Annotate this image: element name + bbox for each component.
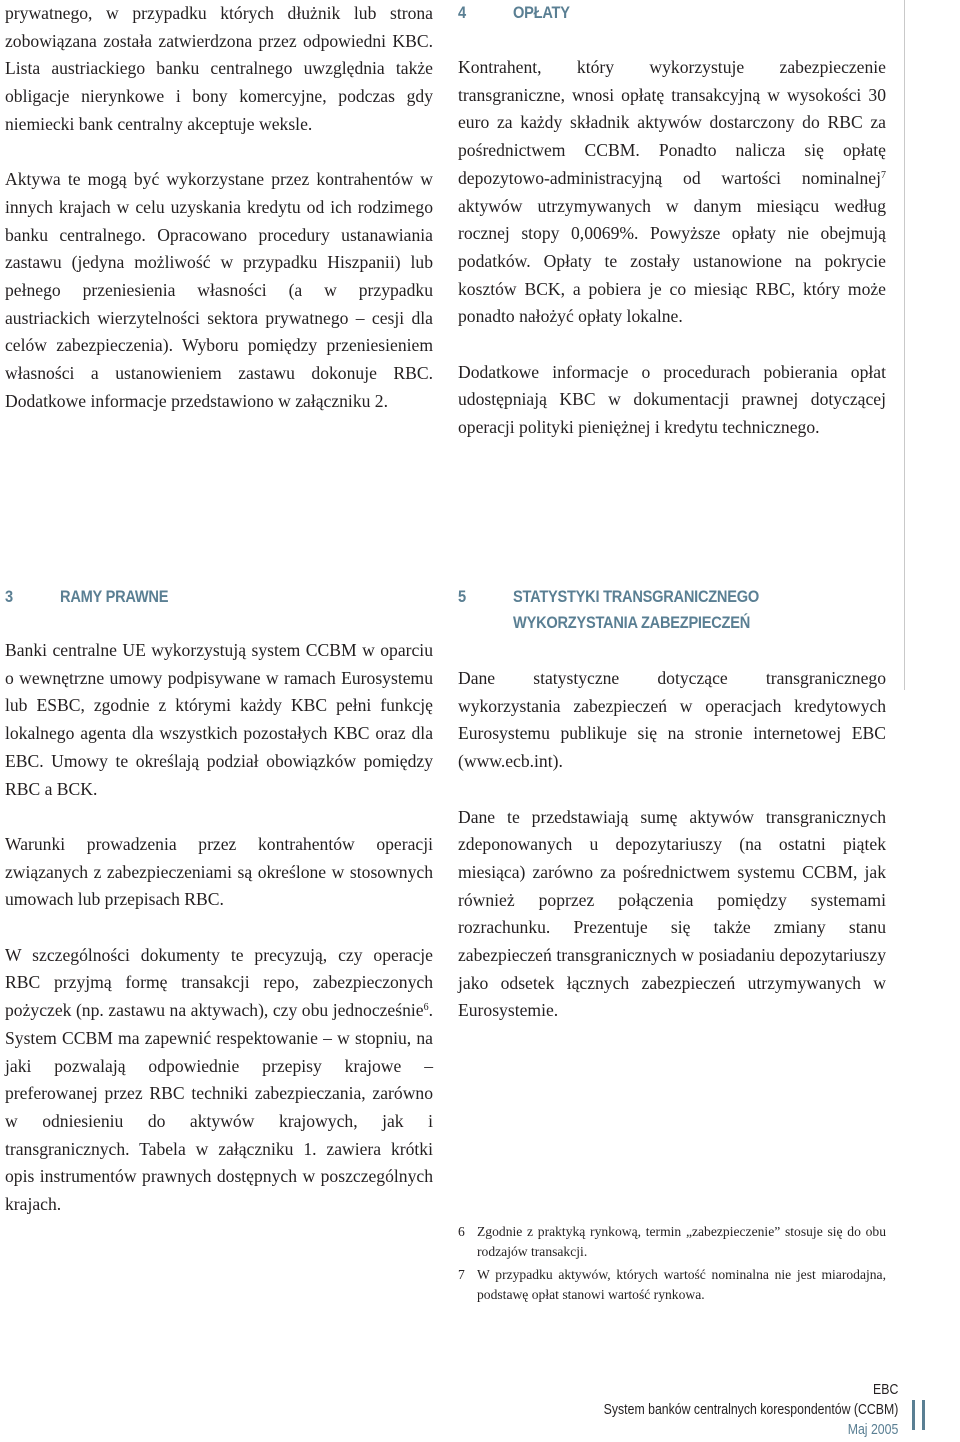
footnote-ref: 7 xyxy=(881,169,886,181)
paragraph: Kontrahent, który wykorzystuje zabezpieczenie transgraniczne, wnosi opłatę transakcyjną w wysokości 30 euro za każdy składnik aktywów dostarczony do RBC za pośrednictwem CCBM. Ponadto nalicza się opłatę depozytowo-administracyjną od wartości nominalnej$^7$ aktywów utrzymywanych w danym miesiącu według rocznej stopy 0,0069%. Powyższe opłaty nie obejmują podatków. Opłaty te zostały ustanowione na pokrycie kosztów BCK, a pobiera je co miesiąc RBC, który może ponadto nałożyć opłaty lokalne. xyxy=(458,57,886,327)
section-4-body xyxy=(458,54,886,442)
section-title: STATYSTYKI TRANSGRANICZNEGO xyxy=(513,587,759,606)
page-footer xyxy=(603,1380,898,1440)
footer-title: System banków centralnych korespondentów (CCBM) xyxy=(603,1401,898,1418)
section-3-body xyxy=(5,637,433,1219)
section-number: 3 xyxy=(5,587,13,606)
paragraph: Aktywa te mogą być wykorzystane przez kontrahentów w innych krajach w celu uzyskania kredytu od ich rodzimego banku centralnego. Opracowano procedury ustanawiania zastawu (jedyna możliwość w przypadku Hiszpanii) lub pełnego przeniesienia własności (a w przypadku austriackich wierzytelności sektora prywatnego – cesji dla celów zabezpieczenia). Wyboru pomiędzy przeniesieniem własności a ustanowieniem zastawu dokonuje RBC. Dodatkowe informacje przedstawiono w załączniku 2. xyxy=(5,169,433,411)
left-column-top xyxy=(5,0,433,416)
section-number: 4 xyxy=(458,3,466,22)
footnote-text: W przypadku aktywów, których wartość nominalna nie jest miarodajna, podstawę opłat stanowi wartość rynkowa. xyxy=(477,1267,886,1302)
section-number: 5 xyxy=(458,587,466,606)
section-title: WYKORZYSTANIA ZABEZPIECZEŃ xyxy=(513,613,750,632)
footnotes xyxy=(458,1222,886,1308)
paragraph: Banki centralne UE wykorzystują system CCBM w oparciu o wewnętrzne umowy podpisywane w ramach Eurosystemu lub ESBC, zgodnie z którymi każdy KBC pełni funkcję lokalnego agenta dla wszystkich pozostałych KBC oraz dla EBC. Umowy te określają podział obowiązków pomiędzy RBC a BCK. xyxy=(5,640,433,799)
paragraph: Dane te przedstawiają sumę aktywów transgranicznych zdeponowanych u depozytariuszy (na ostatni piątek miesiąca) zarówno za pośrednictwem systemu CCBM, jak również poprzez połączenia pomiędzy systemami rozrachunku. Prezentuje się także zmiany stanu zabezpieczeń transgranicznych w posiadaniu depozytariuszy jako odsetek łącznych zabezpieczeń utrzymywanych w Eurosystemie. xyxy=(458,806,886,1021)
paragraph: W szczególności dokumenty te precyzują, czy operacje RBC przyjmą formę transakcji repo, zabezpieczonych pożyczek (np. zastawu na aktywach), czy obu jednocześnie$^6$. System CCBM ma zapewnić respektowanie – w stopniu, na jaki pozwalają odpowiednie przepisy krajowe – preferowanej przez RBC techniki zabezpieczania, zarówno w odniesieniu do aktywów krajowych, jak i transgranicznych. Tabela w załączniku 1. zawiera krótki opis instrumentów prawnych dostępnych w poszczególnych krajach. xyxy=(5,944,433,1215)
section-title: RAMY PRAWNE xyxy=(60,587,169,606)
paragraph: Dane statystyczne dotyczące transgranicznego wykorzystania zabezpieczeń w operacjach kredytowych Eurosystemu publikuje się na stronie internetowej EBC (www.ecb.int). xyxy=(458,668,886,772)
paragraph: Warunki prowadzenia przez kontrahentów operacji związanych z zabezpieczeniami są określone w stosownych umowach lub przepisach RBC. xyxy=(5,833,433,910)
footer-org: EBC xyxy=(872,1381,898,1398)
paragraph: prywatnego, w przypadku których dłużnik lub strona zobowiązana została zatwierdzona przez odpowiedni KBC. Lista austriackiego banku centralnego uwzględnia także obligacje nierynkowe i bony komercyjne, podczas gdy niemiecki bank centralny akceptuje weksle. xyxy=(5,3,433,134)
footer-bars-icon xyxy=(912,1400,938,1430)
section-title: OPŁATY xyxy=(513,3,570,22)
section-5-body xyxy=(458,665,886,1025)
footnote-number: 6 xyxy=(458,1224,465,1239)
footnote xyxy=(458,1265,886,1304)
footnote xyxy=(458,1222,886,1261)
paragraph: Dodatkowe informacje o procedurach pobierania opłat udostępniają KBC w dokumentacji prawnej dotyczącej operacji polityki pieniężnej i kredytu technicznego. xyxy=(458,361,886,438)
footnote-text: Zgodnie z praktyką rynkową, termin „zabezpieczenie” stosuje się do obu rodzajów transakcji. xyxy=(477,1224,886,1259)
footnote-ref: 6 xyxy=(423,1002,429,1014)
footnote-number: 7 xyxy=(458,1267,465,1282)
footer-date: Maj 2005 xyxy=(847,1421,898,1438)
column-divider xyxy=(904,0,905,690)
